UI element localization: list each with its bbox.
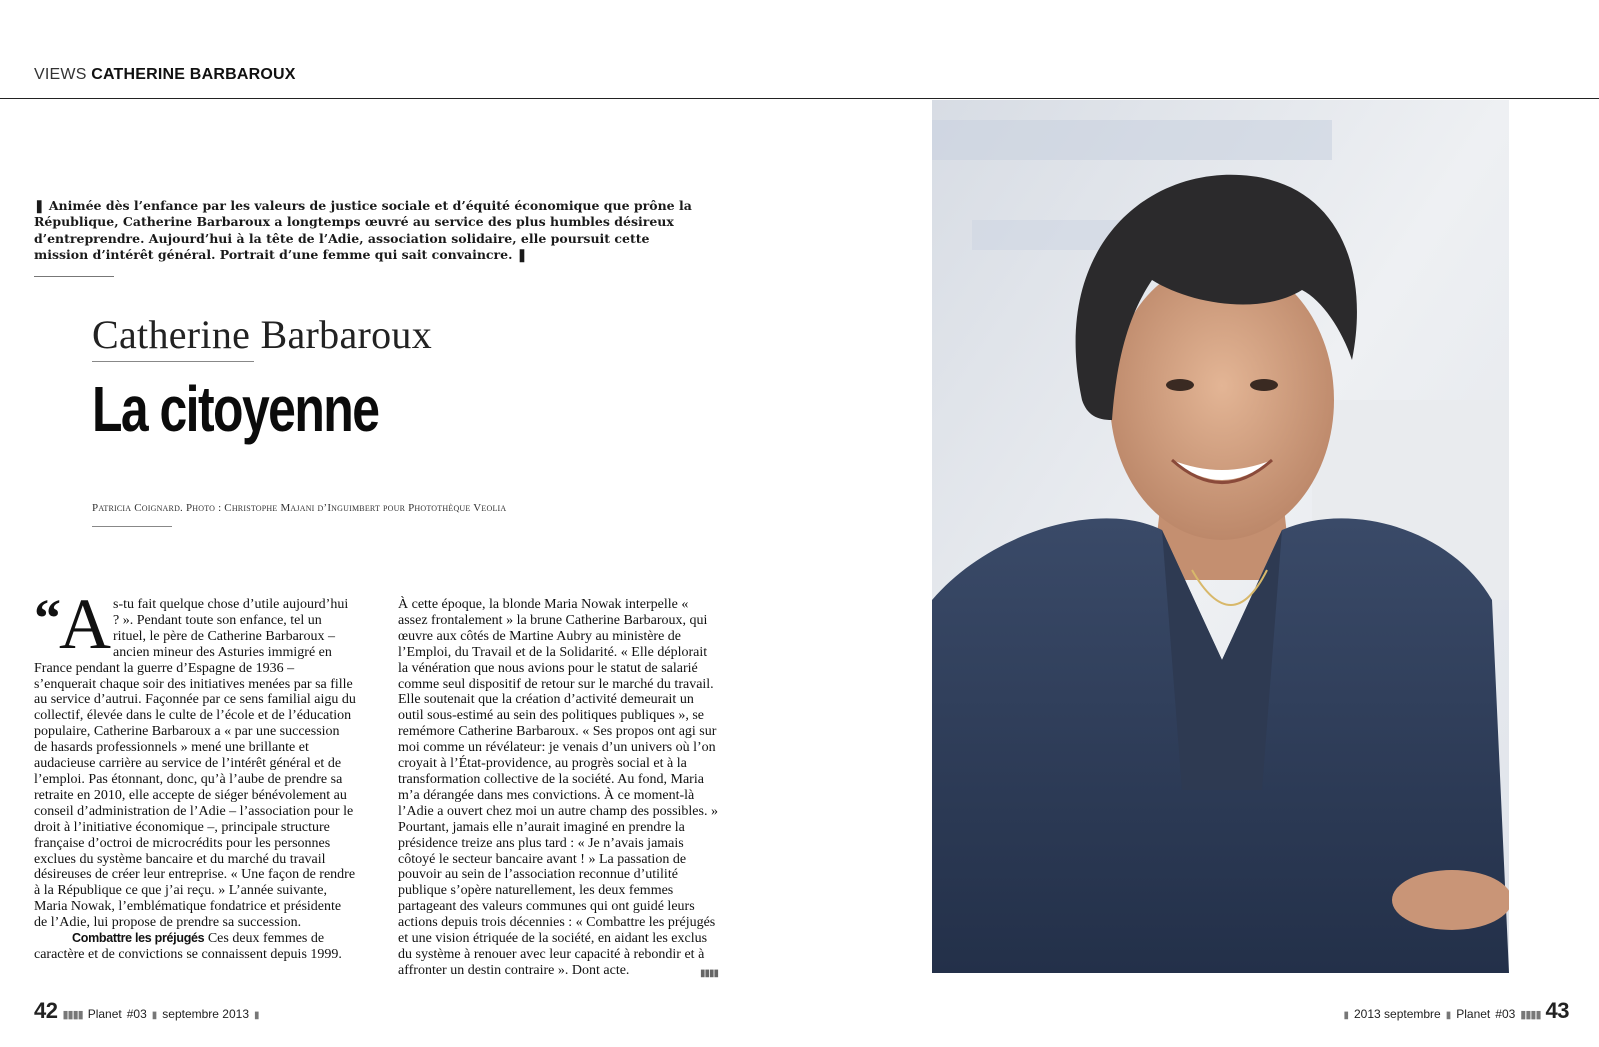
intro-rule bbox=[34, 276, 114, 277]
dropcap-letter: A bbox=[59, 584, 111, 664]
page-number-left: 42 bbox=[34, 998, 58, 1023]
footer-issue: #03 bbox=[1495, 1007, 1516, 1021]
footer-issue: #03 bbox=[126, 1007, 147, 1021]
page-number-right: 43 bbox=[1545, 998, 1569, 1023]
header-section: VIEWS bbox=[34, 66, 87, 83]
footer-left bbox=[34, 998, 260, 1024]
footer-date: 2013 septembre bbox=[1353, 1007, 1441, 1021]
article-paragraph: Ces deux femmes de caractère et de convictions se connaissent depuis 1999. bbox=[34, 931, 342, 962]
footer-right bbox=[1343, 998, 1569, 1024]
headline: La citoyenne bbox=[92, 373, 379, 445]
footer-date: septembre 2013 bbox=[162, 1007, 250, 1021]
byline-credit: Patricia Coignard. Photo : Christophe Majani d’Inguimbert pour Photothèque Veolia bbox=[92, 502, 507, 514]
footer-magazine: Planet bbox=[1456, 1007, 1491, 1021]
name-rule bbox=[92, 361, 254, 362]
footer-separator: ▮ bbox=[151, 1010, 158, 1021]
dropcap bbox=[34, 584, 111, 664]
portrait-illustration bbox=[932, 100, 1509, 973]
footer-separator: ▮ bbox=[1343, 1010, 1349, 1021]
credit-rule bbox=[92, 526, 172, 527]
article-subhead: Combattre les préjugés bbox=[72, 931, 205, 946]
article-column-2: À cette époque, la blonde Maria Nowak interpelle « assez frontalement » la brune Catherine Barbaroux, qui œuvre aux côtés de Martine Aubry au ministère de l’Emploi, du Travail et de la Solidarité. « Elle déplorait la vénération que nous avions pour le statut de salarié comme seul dispositif de retour sur le marché du travail. Elle soutenait que la création d’activité demeurait un outil sous-estimé au sein des politiques publiques », se remémore Catherine Barbaroux. « Ses propos ont agi sur moi comme un révélateur: je venais d’un univers où l’on croyait à l’État-providence, au progrès social et à la transformation collective de la société. Au fond, Maria m’a dérangée dans mes convictions. À ce moment-là l’Adie a ouvert chez moi un autre champ des possibles. » Pourtant, jamais elle n’aurait imaginé en prendre la présidence treize ans plus tard : « Je n’avais jamais côtoyé le secteur bancaire avant ! » La passation de pouvoir au sein de l’association reconnue d’utilité publique s’opère naturellement, les deux femmes partageant des valeurs communes qui ont guidé leurs actions depuis trois décennies : « Combattre les préjugés et une vision étriquée de la société, en aidant les exclus du système à renouer avec leur capacité à rebondir et à affronter un destin contraire ». Dont acte. bbox=[398, 597, 718, 978]
header-name: CATHERINE BARBAROUX bbox=[91, 66, 296, 83]
quote-mark-icon: “ bbox=[34, 588, 61, 648]
article-paragraph: s-tu fait quelque chose d’utile aujourd’hui ? ». Pendant toute son enfance, tel un rituel, le père de Catherine Barbaroux – ancien mineur des Asturies immigré en France pendant la guerre d’Espagne de 1936 – s’enquerait chaque soir des initiatives menées par sa fille au service d’autrui. Façonnée par ce sens familial aigu du collectif, élevée dans le culte de l’école et de l’éducation populaire, Catherine Barbaroux a « par une succession de hasards professionnels » mené une brillante et audacieuse carrière au service de l’intérêt général et de l’emploi. Pas étonnant, donc, qu’à l’aube de prendre sa retraite en 2010, elle accepte de siéger bénévolement au conseil d’administration de l’Adie – l’association pour le droit à l’initiative économique –, principale structure française d’octroi de microcrédits pour les personnes exclues du système bancaire et du marché du travail désireuses de créer leur entreprise. « Une façon de rendre à la République ce que j’ai reçu. » L’année suivante, Maria Nowak, l’emblématique fondatrice et présidente de l’Adie, lui propose de prendre sa succession. bbox=[34, 597, 356, 931]
intro-standfirst: ❚ Animée dès l’enfance par les valeurs de justice sociale et d’équité économique que prône la République, Catherine Barbaroux a longtemps œuvré au service des plus humbles désireux d’entreprendre. Aujourd’hui à la tête de l’Adie, association solidaire, elle poursuit cette mission d’intérêt général. Portrait d’une femme qui sait convaincre. ❚ bbox=[34, 198, 692, 262]
end-mark: ▮▮▮▮ bbox=[700, 968, 719, 979]
footer-separator: ▮ bbox=[1445, 1010, 1452, 1021]
subject-name: Catherine Barbaroux bbox=[92, 312, 433, 357]
header-rule bbox=[0, 98, 1599, 99]
footer-bars: ▮▮▮▮ bbox=[1520, 1009, 1541, 1021]
footer-bars: ▮▮▮▮ bbox=[62, 1009, 83, 1021]
article-column-1 bbox=[34, 584, 356, 963]
footer-separator: ▮ bbox=[254, 1010, 260, 1021]
running-header bbox=[34, 66, 296, 84]
portrait-photo bbox=[932, 100, 1509, 973]
footer-magazine: Planet bbox=[87, 1007, 122, 1021]
